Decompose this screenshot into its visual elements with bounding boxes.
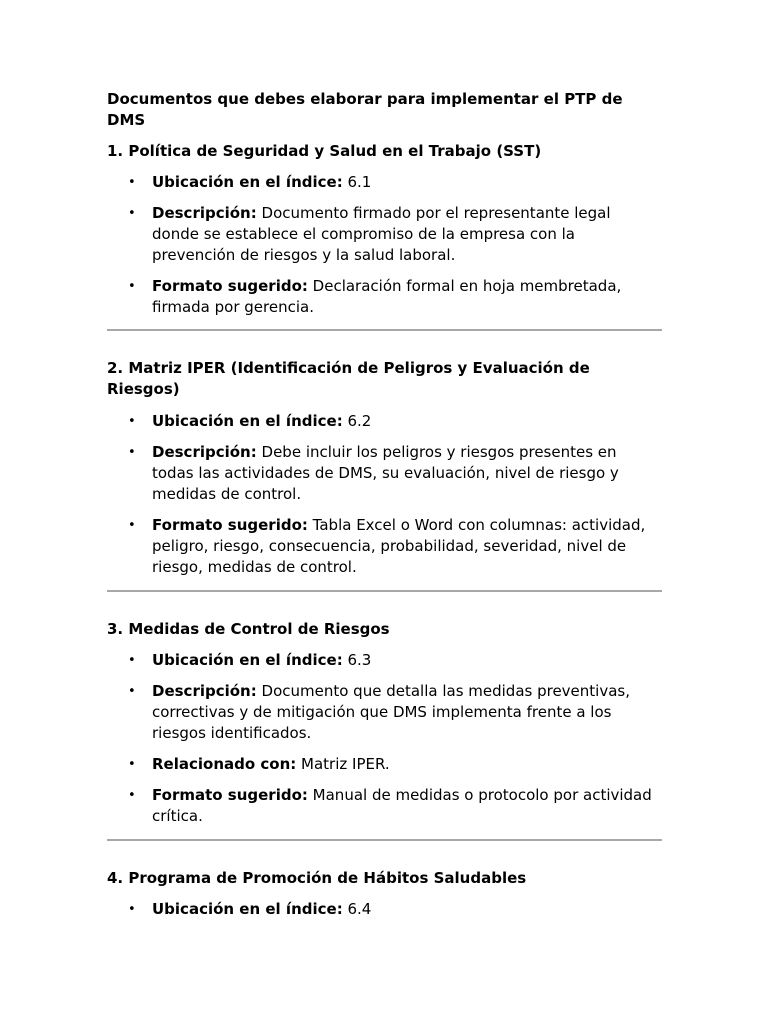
list-item [107,785,662,827]
list-item [107,681,662,744]
section-1 [107,141,662,318]
section-2 [107,358,662,578]
bullet-icon: • [128,206,136,221]
bullet-list [107,650,662,827]
document-title [107,89,662,131]
section-heading: 1. Política de Seguridad y Salud en el Trabajo (SST) [107,142,542,160]
bullet-icon: • [128,175,136,190]
bullet-icon: • [128,757,136,772]
item-label: Relacionado con: [152,755,297,773]
item-label: Formato sugerido: [152,516,308,534]
section-heading: 4. Programa de Promoción de Hábitos Saludables [107,869,527,887]
section-4 [107,868,662,920]
item-text: Matriz IPER. [301,755,390,773]
bullet-icon: • [128,279,136,294]
list-item [107,203,662,266]
section-heading: 2. Matriz IPER (Identificación de Peligros y Evaluación de Riesgos) [107,359,590,398]
bullet-list [107,899,662,920]
document-page [107,89,662,920]
bullet-icon: • [128,518,136,533]
section-3 [107,619,662,827]
item-text: Manual de medidas o protocolo por actividad crítica. [152,786,652,825]
list-item [107,172,662,193]
bullet-icon: • [128,788,136,803]
bullet-icon: • [128,414,136,429]
item-text: 6.2 [347,412,372,430]
section-divider [107,839,662,841]
document-title-text: Documentos que debes elaborar para implementar el PTP de DMS [107,90,623,129]
list-item [107,411,662,432]
section-divider [107,590,662,592]
list-item [107,650,662,671]
item-label: Formato sugerido: [152,277,308,295]
list-item [107,276,662,318]
bullet-icon: • [128,445,136,460]
list-item [107,442,662,505]
list-item [107,899,662,920]
item-label: Ubicación en el índice: [152,651,343,669]
bullet-icon: • [128,684,136,699]
item-text: 6.1 [347,173,372,191]
item-label: Descripción: [152,204,257,222]
item-label: Formato sugerido: [152,786,308,804]
bullet-list [107,411,662,578]
item-label: Ubicación en el índice: [152,412,343,430]
item-label: Ubicación en el índice: [152,900,343,918]
item-label: Descripción: [152,443,257,461]
bullet-list [107,172,662,318]
item-text: Documento firmado por el representante legal donde se establece el compromiso de la empresa con la prevención de riesgos y la salud laboral. [152,204,611,264]
item-text: Documento que detalla las medidas preventivas, correctivas y de mitigación que DMS implementa frente a los riesgos identificados. [152,682,630,742]
item-label: Descripción: [152,682,257,700]
item-text: 6.3 [347,651,372,669]
item-label: Ubicación en el índice: [152,173,343,191]
bullet-icon: • [128,653,136,668]
bullet-icon: • [128,902,136,917]
list-item [107,754,662,775]
section-heading: 3. Medidas de Control de Riesgos [107,620,390,638]
item-text: Declaración formal en hoja membretada, firmada por gerencia. [152,277,622,316]
section-divider [107,329,662,331]
list-item [107,515,662,578]
item-text: Debe incluir los peligros y riesgos presentes en todas las actividades de DMS, su evaluación, nivel de riesgo y medidas de control. [152,443,619,503]
item-text: Tabla Excel o Word con columnas: actividad, peligro, riesgo, consecuencia, probabilidad, severidad, nivel de riesgo, medidas de control. [152,516,646,576]
item-text: 6.4 [347,900,372,918]
